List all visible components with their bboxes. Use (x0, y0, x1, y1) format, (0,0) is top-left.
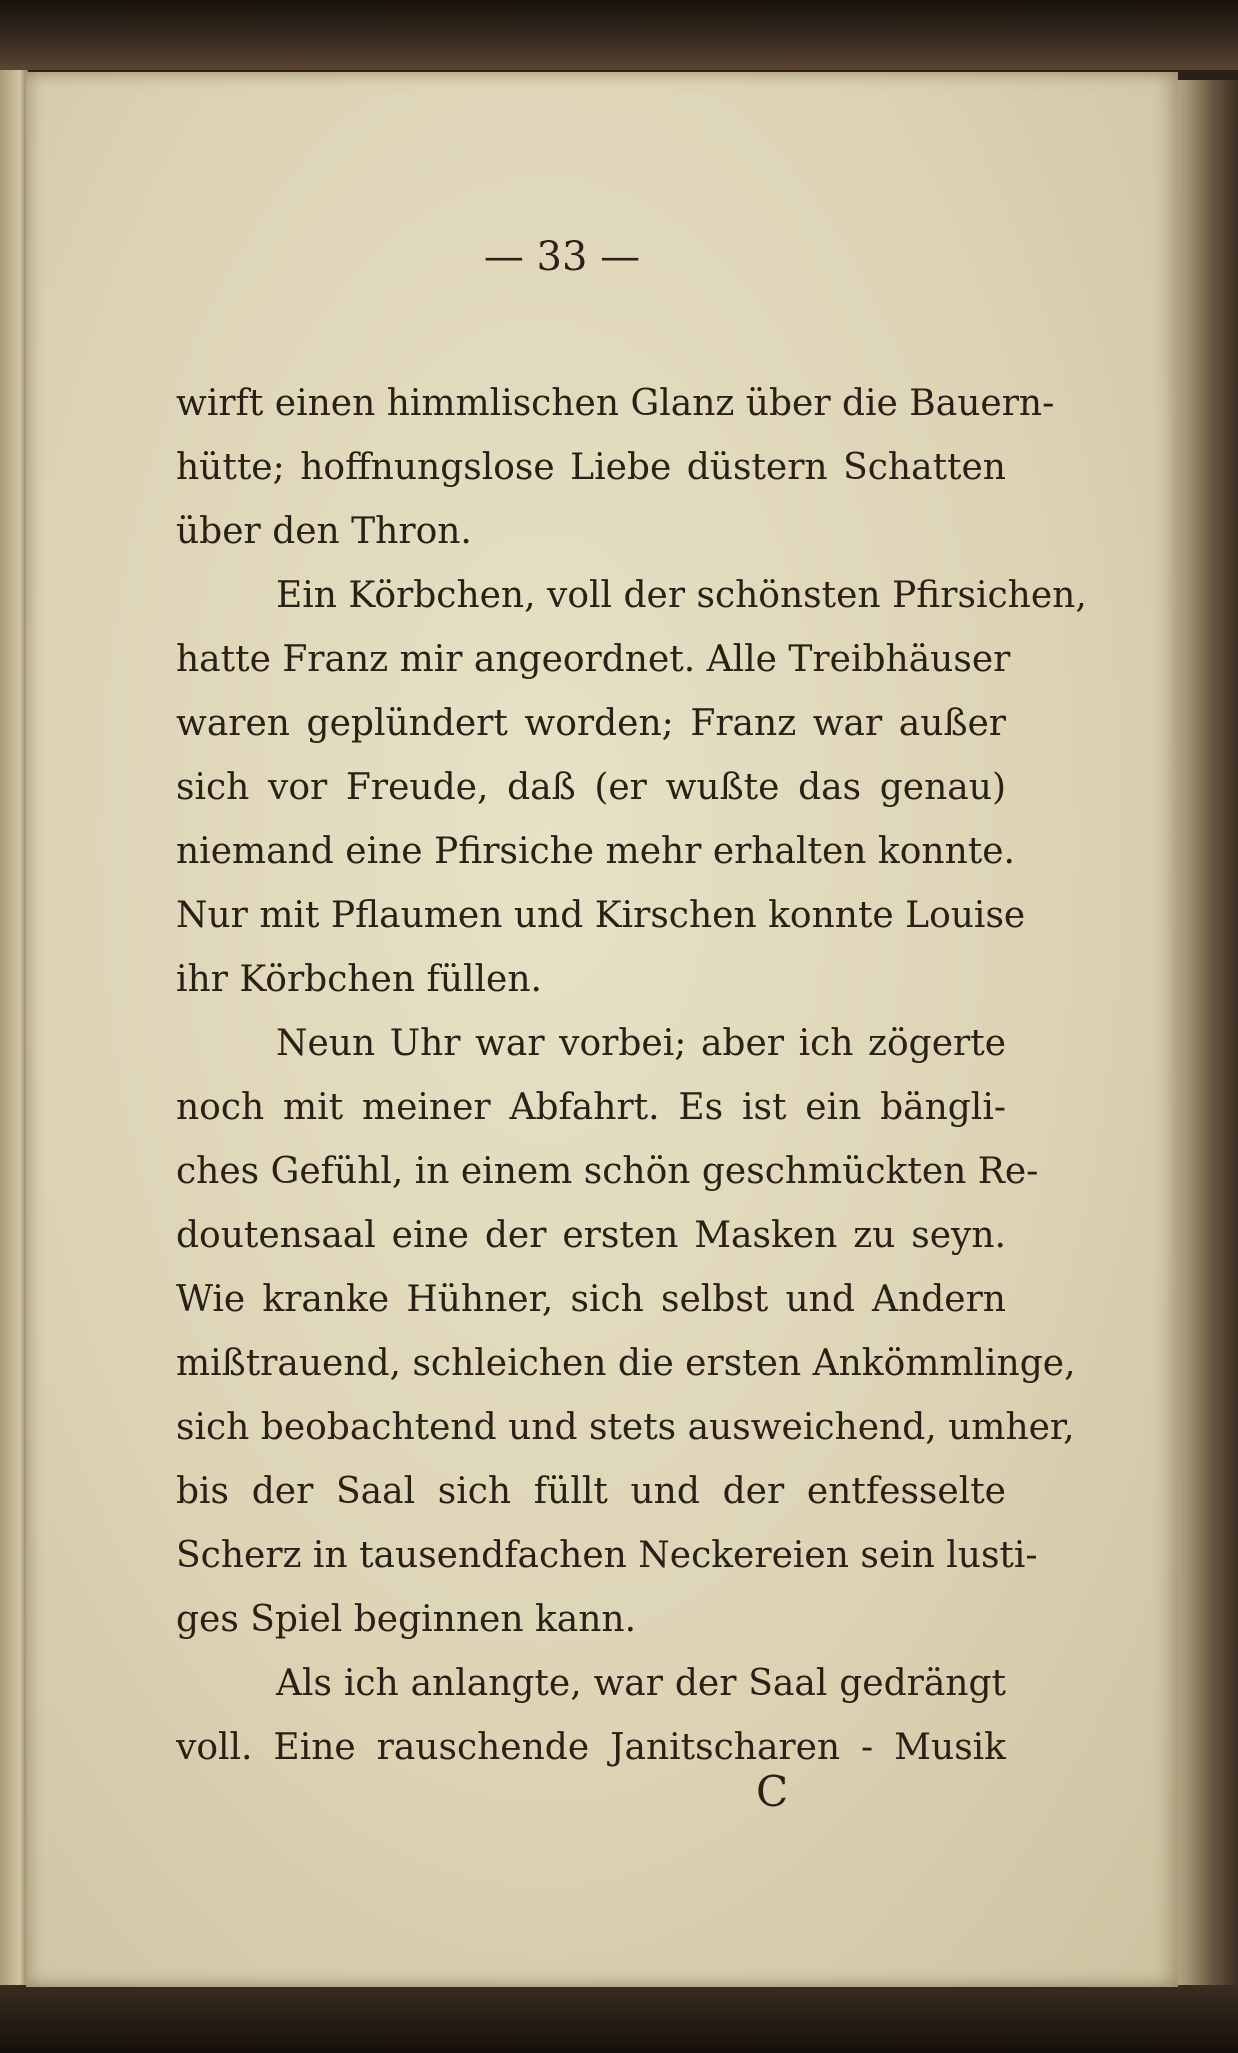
text-line: Nur mit Pflaumen und Kirschen konnte Louise (176, 895, 1026, 936)
top-binding-edge (0, 0, 1238, 70)
page-text (176, 372, 1087, 1780)
text-line: ihr Körbchen füllen. (176, 959, 542, 1000)
text-line: ches Gefühl, in einem schön geschmückten Re- (176, 1151, 1039, 1192)
text-line: doutensaal eine der ersten Masken zu seyn. (176, 1215, 1006, 1256)
text-line: Scherz in tausendfachen Neckereien sein lusti- (176, 1535, 1038, 1576)
text-line: Neun Uhr war vorbei; aber ich zögerte (276, 1023, 1006, 1064)
text-line: Als ich anlangte, war der Saal gedrängt (276, 1663, 1006, 1704)
text-line: sich beobachtend und stets ausweichend, umher, (176, 1407, 1075, 1448)
text-line: über den Thron. (176, 511, 472, 552)
text-line: hütte; hoffnungslose Liebe düstern Schatten (176, 447, 1006, 488)
text-line: ges Spiel beginnen kann. (176, 1599, 637, 1640)
page-number: — 33 — (483, 234, 641, 280)
signature-mark: C (756, 1767, 789, 1816)
text-line: Wie kranke Hühner, sich selbst und Andern (176, 1279, 1006, 1320)
left-facing-page-edge (0, 70, 28, 1990)
bottom-binding-edge (0, 1985, 1238, 2053)
text-line: sich vor Freude, daß (er wußte das genau) (176, 767, 1006, 808)
text-line: hatte Franz mir angeordnet. Alle Treibhäuser (176, 639, 1011, 680)
text-line: Ein Körbchen, voll der schönsten Pfirsichen, (276, 575, 1087, 616)
book-page (26, 72, 1178, 1987)
text-line: noch mit meiner Abfahrt. Es ist ein bängli- (176, 1087, 1006, 1128)
text-line: bis der Saal sich füllt und der entfesselte (176, 1471, 1006, 1512)
right-page-stack-edge (1170, 80, 1238, 1990)
text-line: mißtrauend, schleichen die ersten Ankömmlinge, (176, 1343, 1076, 1384)
text-line: wirft einen himmlischen Glanz über die Bauern- (176, 383, 1055, 424)
text-line: waren geplündert worden; Franz war außer (176, 703, 1006, 744)
text-line: voll. Eine rauschende Janitscharen - Musik (176, 1727, 1006, 1768)
text-line: niemand eine Pfirsiche mehr erhalten konnte. (176, 831, 1015, 872)
